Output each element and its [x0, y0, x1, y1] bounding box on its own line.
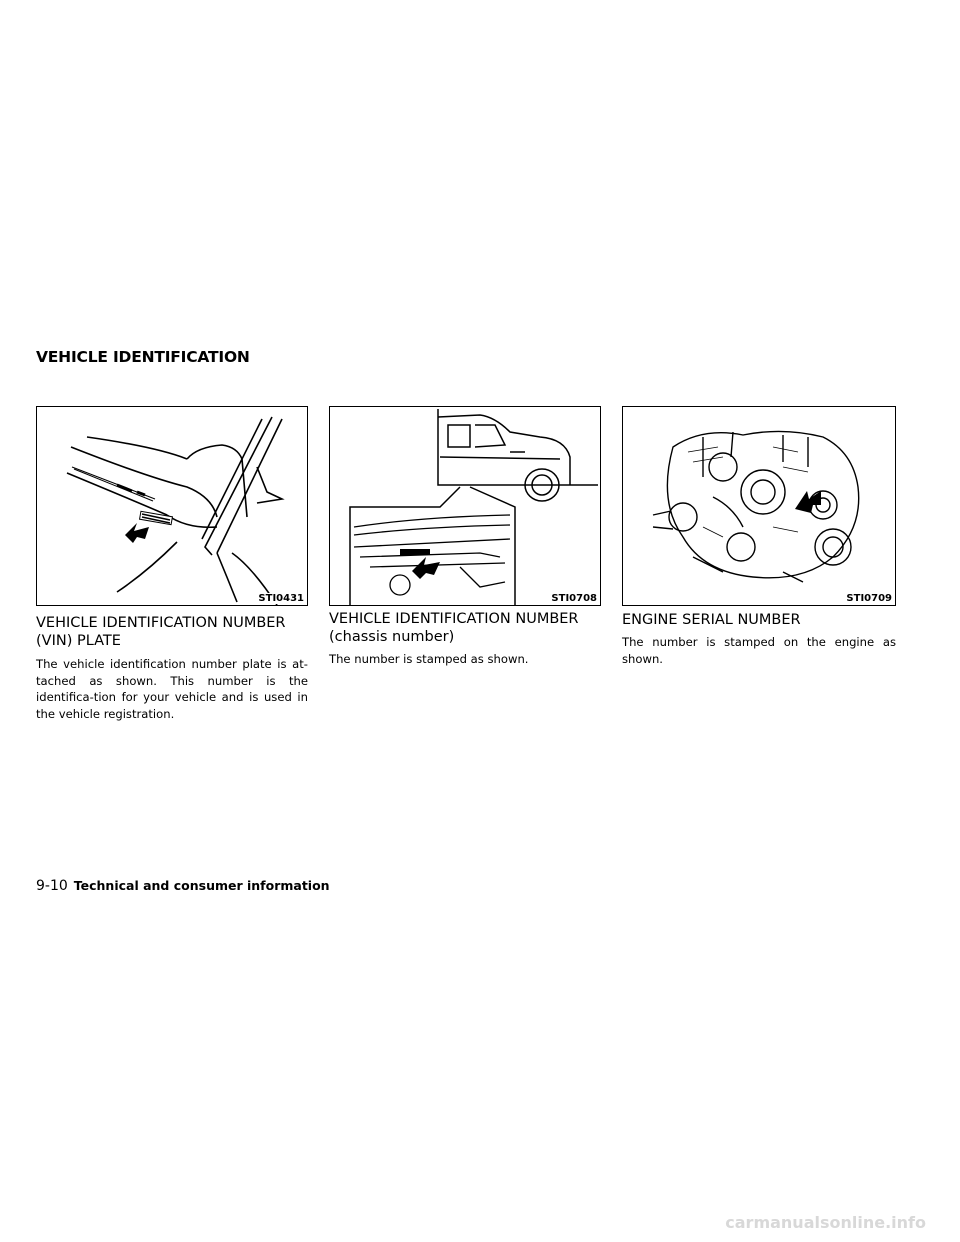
- figure-code: STI0709: [846, 593, 892, 604]
- arrow-indicator-icon: [412, 557, 440, 579]
- engine-serial-body: The number is stamped on the engine as shown.: [622, 635, 896, 666]
- vin-plate-illustration: [37, 407, 308, 606]
- vin-plate-body: The vehicle identification number plate is at-tached as shown. This number is the identifica-tion for your vehicle and is used in the vehicle registration.: [36, 657, 308, 721]
- chassis-illustration: [330, 407, 601, 606]
- engine-illustration: [623, 407, 896, 606]
- watermark[interactable]: carmanualsonline.info: [725, 1213, 926, 1232]
- page-number: 9-10: [36, 878, 68, 894]
- arrow-indicator-icon: [125, 523, 149, 543]
- engine-serial-heading: [622, 611, 801, 629]
- heading-line: (chassis number): [329, 629, 455, 645]
- chapter-title: Technical and consumer information: [73, 878, 330, 893]
- chassis-number-heading: [329, 610, 579, 646]
- figure-code: STI0708: [551, 593, 597, 604]
- section-title: VEHICLE IDENTIFICATION: [36, 348, 250, 366]
- heading-line: VEHICLE IDENTIFICATION NUMBER: [329, 611, 579, 627]
- heading-line: VEHICLE IDENTIFICATION NUMBER: [36, 615, 286, 631]
- figure-engine-serial: [622, 406, 896, 606]
- figure-code: STI0431: [258, 593, 304, 604]
- heading-line: (VIN) PLATE: [36, 633, 121, 649]
- figure-vin-plate: [36, 406, 308, 606]
- heading-line: ENGINE SERIAL NUMBER: [622, 612, 801, 628]
- figure-chassis-number: [329, 406, 601, 606]
- vin-plate-heading: [36, 614, 286, 650]
- chassis-number-body: The number is stamped as shown.: [329, 652, 529, 666]
- page-footer: [36, 878, 330, 894]
